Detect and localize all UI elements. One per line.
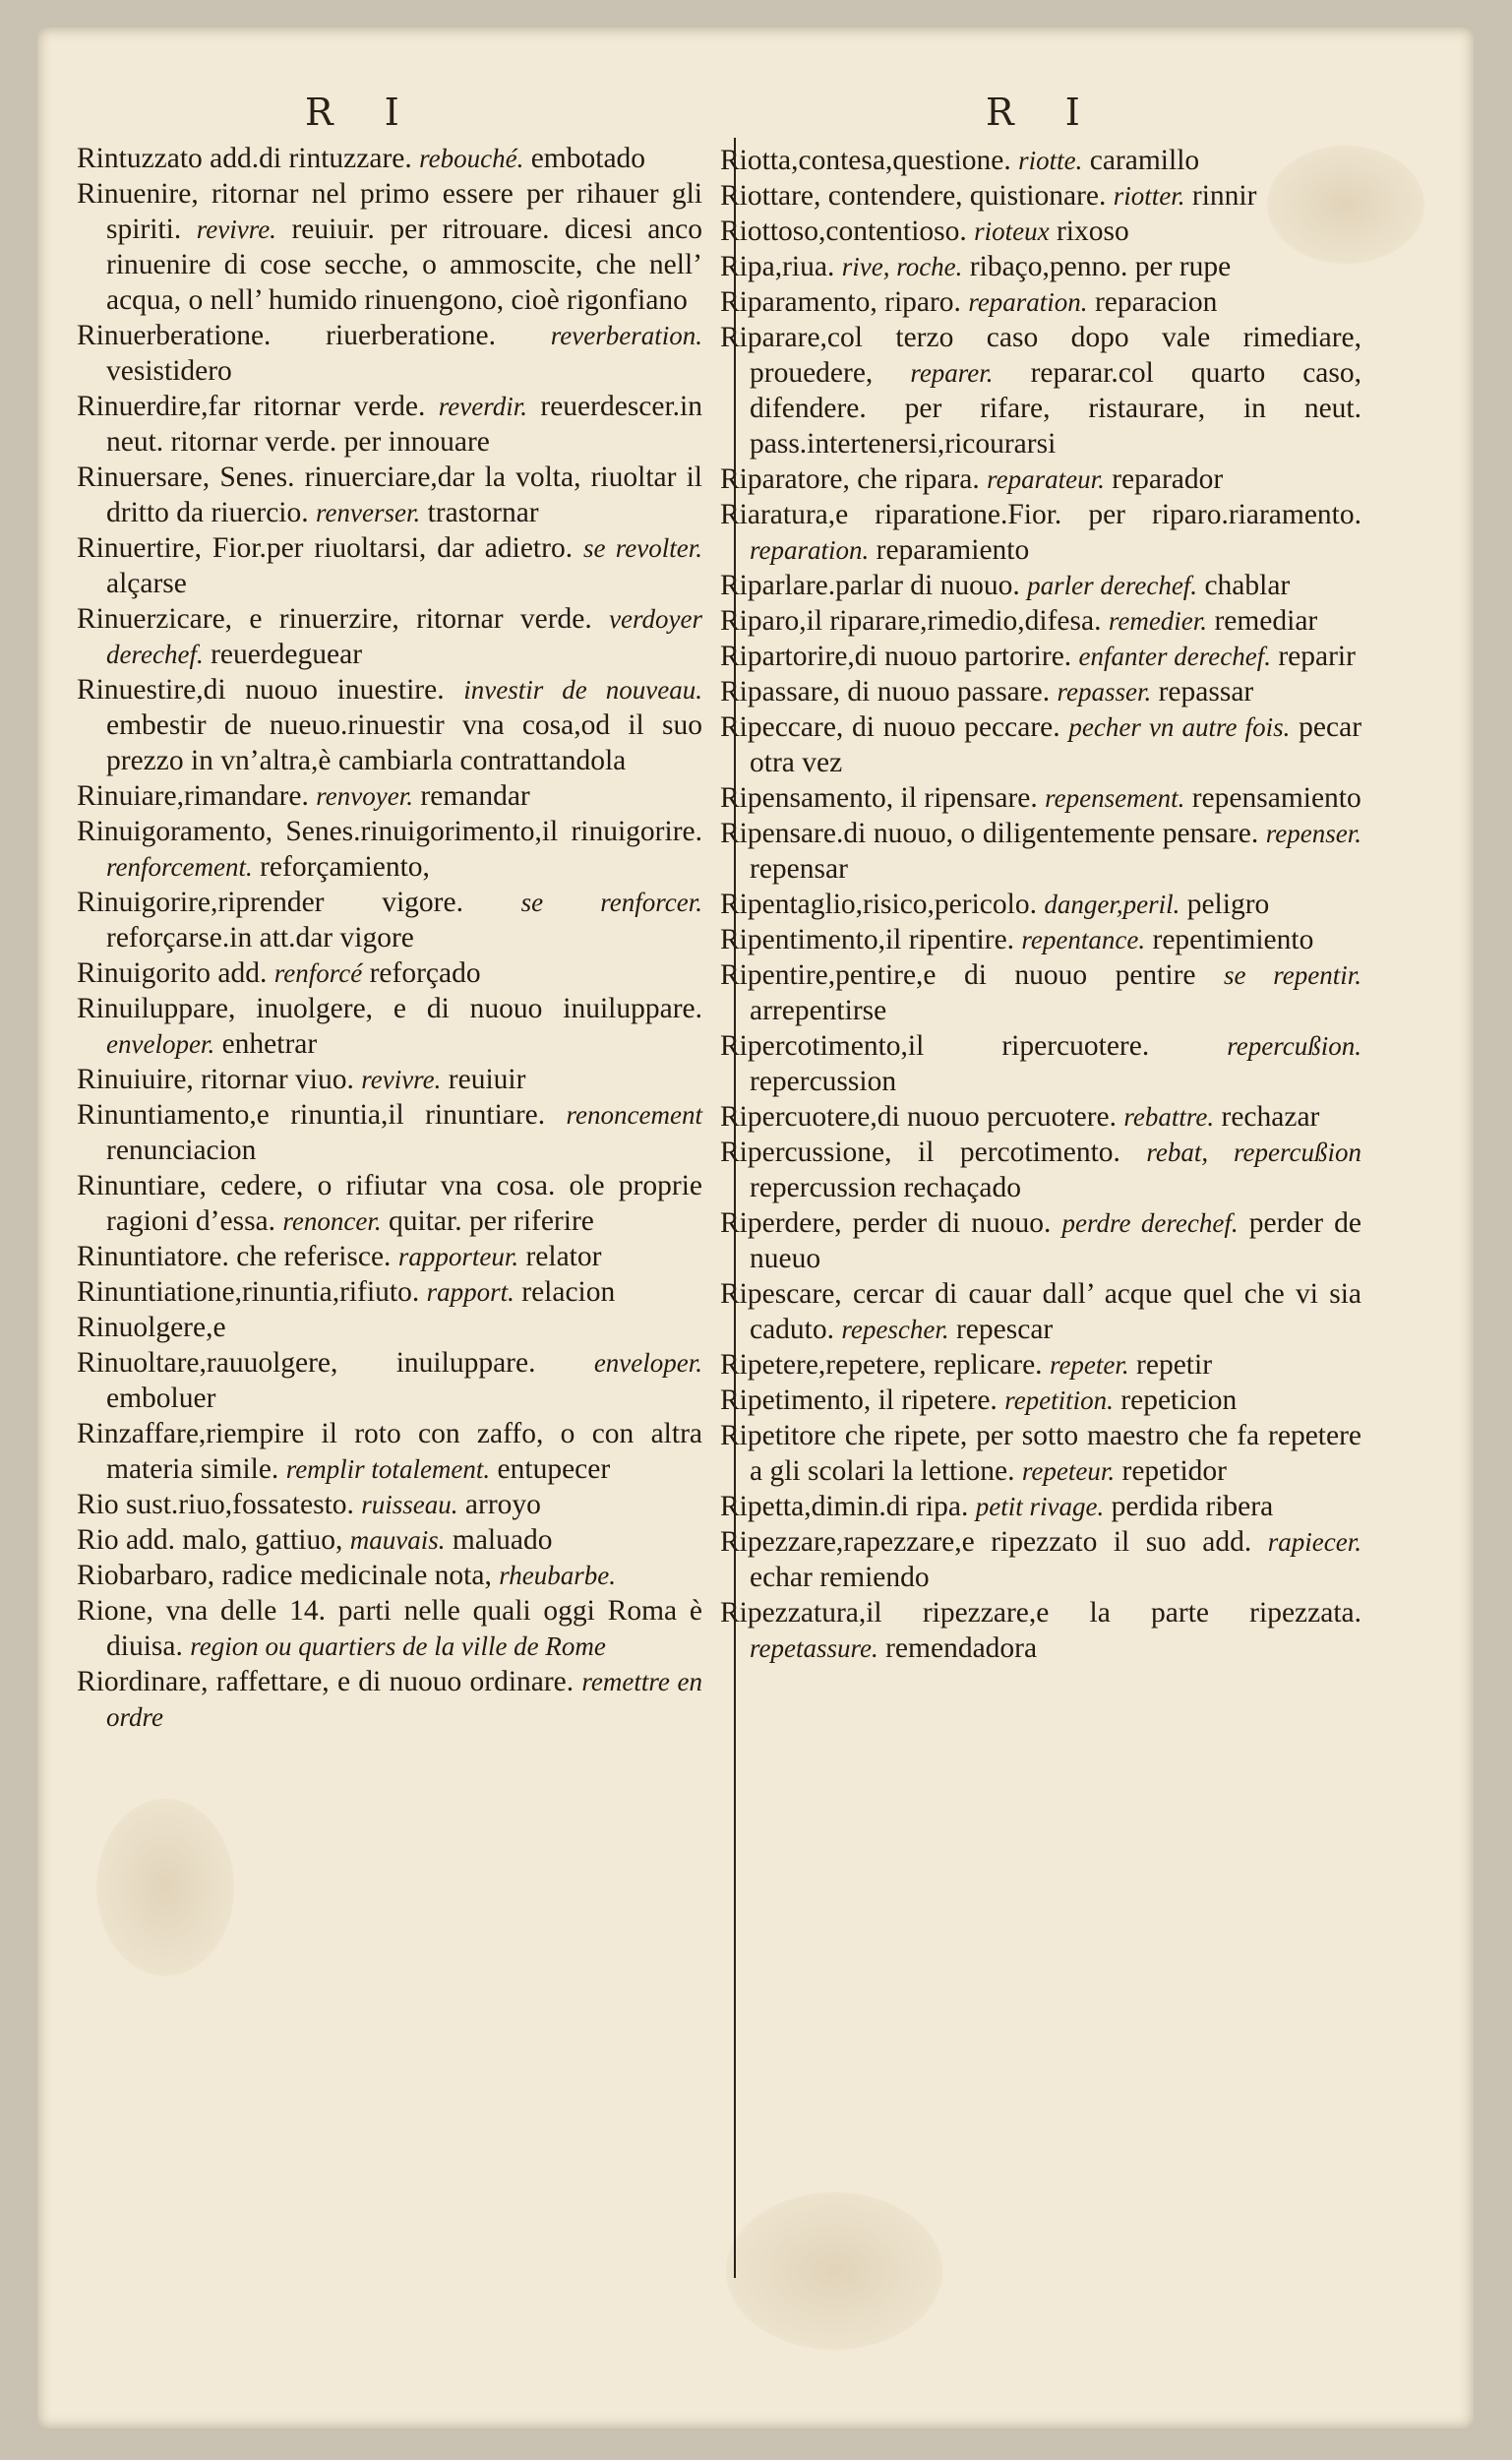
running-head-left: R I [305,91,419,134]
dictionary-entry [720,1347,1361,1383]
french-equivalent: se revolter. [583,533,703,563]
french-equivalent: se repentir. [1223,960,1361,990]
dictionary-entry [720,214,1361,249]
entry-head: Ripezzatura,il ripezzare,e la parte ripezzata. [720,1597,1361,1629]
dictionary-entry [77,176,702,318]
french-equivalent: enfanter derechef. [1078,642,1271,671]
dictionary-entry [77,530,702,601]
spanish-equivalent: repensar [750,853,848,885]
french-equivalent: riotte. [1018,146,1083,175]
french-equivalent: se renforcer. [520,888,702,917]
spanish-equivalent: peligro [1186,889,1270,920]
entry-head: Ripassare, di nuouo passare. [720,676,1051,707]
dictionary-entry [77,601,702,672]
entry-head: Riparlare.parlar di nuouo. [720,570,1020,601]
french-equivalent: rheubarbe. [499,1561,616,1590]
french-equivalent: rebattre. [1123,1102,1215,1132]
spanish-equivalent: chablar [1204,570,1291,601]
dictionary-entry [720,178,1361,214]
entry-head: Riparamento, riparo. [720,286,961,318]
french-equivalent: reparer. [910,358,994,388]
spanish-equivalent: repescar [955,1314,1054,1345]
entry-head: Ripercussione, il percotimento. [720,1137,1120,1168]
french-equivalent: rebat, repercußion [1146,1138,1361,1167]
spanish-equivalent: rechazar [1221,1101,1320,1133]
dictionary-entry [720,639,1361,674]
french-equivalent: reparateur. [987,464,1105,494]
spanish-equivalent: repassar [1158,676,1254,707]
french-equivalent: reverberation. [550,321,702,350]
entry-head: Ripetta,dimin.di ripa. [720,1491,969,1522]
french-equivalent: remedier. [1108,606,1208,636]
spanish-equivalent: emboluer [106,1383,216,1414]
entry-head: Riparare,col terzo caso dopo vale rimediare, prouedere, [720,322,1361,389]
dictionary-entry [77,1274,702,1310]
spanish-equivalent: ribaço,penno. per rupe [969,251,1232,282]
french-equivalent: renoncement [566,1100,702,1130]
dictionary-entry [77,460,702,530]
entry-head: Ripetere,repetere, replicare. [720,1349,1043,1381]
entry-head: Ripezzare,rapezzare,e ripezzato il suo add. [720,1526,1252,1558]
dictionary-entry [77,389,702,460]
spanish-equivalent: reforçamiento, [260,851,430,883]
dictionary-entry [720,143,1361,178]
spanish-equivalent: rixoso [1056,215,1129,247]
entry-head: Ripartorire,di nuouo partorire. [720,641,1072,672]
entry-head: Riparatore, che ripara. [720,463,980,495]
spanish-equivalent: caramillo [1089,145,1200,176]
dictionary-entry [720,320,1361,461]
spanish-equivalent: reparir [1278,641,1356,672]
dictionary-entry [720,568,1361,603]
spanish-equivalent: reforçado [369,957,481,989]
spanish-equivalent: pecar otra vez [750,711,1362,778]
entry-head: Riotta,contesa,questione. [720,145,1011,176]
spanish-equivalent: reparamiento [876,534,1030,566]
dictionary-entry [720,816,1361,887]
french-equivalent: reparation. [750,535,870,565]
dictionary-entry [720,674,1361,709]
french-equivalent: pecher vn autre fois. [1068,712,1291,742]
french-equivalent: repetassure. [750,1633,878,1663]
spanish-equivalent: embotado [530,143,646,174]
dictionary-entry [720,249,1361,284]
dictionary-entry [720,1595,1361,1666]
entry-head: Rinuerdire,far ritornar verde. [77,391,426,422]
stain [726,2192,942,2350]
french-equivalent: repetition. [1004,1385,1114,1415]
dictionary-entry [77,885,702,955]
spanish-equivalent: reuerdescer.in neut. ritornar verde. per innouare [106,391,703,458]
spanish-equivalent: entupecer [497,1453,611,1485]
dictionary-entry [77,1664,702,1735]
dictionary-entry [77,318,702,389]
dictionary-entry [77,1416,702,1487]
dictionary-entry [720,887,1361,922]
french-equivalent: perdre derechef. [1061,1208,1239,1238]
entry-head: Riperdere, perder di nuouo. [720,1207,1052,1239]
french-equivalent: investir de nouveau. [463,675,702,705]
spanish-equivalent: remendadora [885,1632,1038,1664]
french-equivalent: remplir totalement. [285,1454,491,1484]
spanish-equivalent: remediar [1214,605,1318,637]
entry-head: Rinuestire,di nuouo inuestire. [77,674,445,706]
french-equivalent: enveloper. [106,1029,215,1059]
entry-head: Rinuiuire, ritornar viuo. [77,1064,354,1095]
dictionary-entry [720,603,1361,639]
dictionary-entry [720,1276,1361,1347]
entry-head: Riottare, contendere, quistionare. [720,180,1107,212]
dictionary-entry [720,284,1361,320]
entry-head: Rinuigorire,riprender vigore. [77,887,463,918]
dictionary-entry [720,1205,1361,1276]
french-equivalent: verdoyer derechef. [106,604,703,669]
french-equivalent: region ou quartiers de la ville de Rome [190,1631,606,1661]
entry-head: Rinuntiatore. che referisce. [77,1241,392,1272]
french-equivalent: repeteur. [1021,1456,1116,1486]
french-equivalent: parler derechef. [1027,571,1198,600]
french-equivalent: repentance. [1021,925,1146,954]
entry-head: Rinuerzicare, e rinuerzire, ritornar verde. [77,603,592,635]
dictionary-entry [720,1418,1361,1489]
spanish-equivalent: reparar.col quarto caso, difendere. per rifare, ristaurare, in neut. pass.intertenersi,ricourarsi [750,357,1361,460]
spanish-equivalent: perdida ribera [1111,1491,1274,1522]
spanish-equivalent: arrepentirse [750,995,887,1026]
spanish-equivalent: repensamiento [1191,782,1361,814]
entry-head: Rinuertire, Fior.per riuoltarsi, dar adietro. [77,532,574,564]
entry-head: Rio sust.riuo,fossatesto. [77,1489,354,1520]
spanish-equivalent: repeticion [1120,1384,1238,1416]
dictionary-entry [77,1522,702,1558]
dictionary-entry [720,780,1361,816]
entry-head: Rinuntiare, cedere, o rifiutar vna cosa. ole proprie ragioni d’essa. [77,1170,702,1237]
spanish-equivalent: reparacion [1094,286,1218,318]
french-equivalent: remettre en ordre [106,1667,702,1732]
french-equivalent: ruisseau. [361,1490,458,1519]
spanish-equivalent: reparador [1112,463,1224,495]
spanish-equivalent: renunciacion [106,1135,257,1166]
entry-head: Ripensamento, il ripensare. [720,782,1038,814]
dictionary-entry [77,141,702,176]
entry-head: Ripentaglio,risico,pericolo. [720,889,1037,920]
spanish-equivalent: relacion [521,1276,616,1308]
french-equivalent: repeter. [1049,1350,1129,1380]
entry-head: Rinuigoramento, Senes.rinuigorimento,il rinuigorire. [77,816,702,847]
french-equivalent: petit rivage. [975,1492,1105,1521]
dictionary-entry [720,497,1361,568]
dictionary-entry [720,957,1361,1028]
french-equivalent: repenser. [1265,819,1362,848]
entry-head: Riordinare, raffettare, e di nuouo ordinare. [77,1666,575,1697]
dictionary-entry [77,672,702,778]
left-column [77,141,702,1735]
french-equivalent: rebouché. [419,144,524,173]
french-equivalent: danger,peril. [1044,890,1180,919]
french-equivalent: revivre. [196,215,276,244]
dictionary-entry [720,1099,1361,1135]
french-equivalent: renoncer. [282,1206,382,1236]
dictionary-entry [77,1062,702,1097]
dictionary-entry [77,1310,702,1345]
dictionary-entry [77,991,702,1062]
dictionary-entry [77,814,702,885]
french-equivalent: repasser. [1057,677,1152,707]
entry-head: Rinuolgere,e [77,1312,226,1343]
right-column [720,143,1361,1666]
spanish-equivalent: reuerdeguear [211,639,363,670]
french-equivalent: rioteux [974,216,1050,246]
french-equivalent: repercußion. [1227,1031,1362,1061]
french-equivalent: renvoyer. [316,781,413,811]
entry-head: Rinuigorito add. [77,957,268,989]
dictionary-entry [720,1135,1361,1205]
dictionary-entry [77,1593,702,1664]
entry-head: Ripercotimento,il ripercuotere. [720,1030,1150,1062]
spanish-equivalent: remandar [420,780,530,812]
spanish-equivalent: perder de nueuo [750,1207,1362,1274]
french-equivalent: riotter. [1113,181,1185,211]
entry-head: Ripercuotere,di nuouo percuotere. [720,1101,1118,1133]
dictionary-entry [720,1028,1361,1099]
entry-head: Rinuiare,rimandare. [77,780,309,812]
french-equivalent: rapiecer. [1267,1527,1361,1557]
dictionary-entry [77,778,702,814]
spanish-equivalent: echar remiendo [750,1562,930,1593]
stain [96,1799,234,1976]
dictionary-entry [77,955,702,991]
entry-head: Rinzaffare,riempire il roto con zaffo, o con altra materia simile. [77,1418,702,1485]
french-equivalent: renforcement. [106,852,253,882]
dictionary-entry [77,1239,702,1274]
french-equivalent: enveloper. [593,1348,703,1378]
entry-head: Ripescare, cercar di cauar dall’ acque quel che vi sia caduto. [720,1278,1361,1345]
entry-head: Rinuerberatione. riuerberatione. [77,320,496,351]
entry-head: Rio add. malo, gattiuo, [77,1524,343,1556]
dictionary-entry [77,1558,702,1593]
dictionary-entry [77,1097,702,1168]
entry-head: Ripetimento, il ripetere. [720,1384,998,1416]
french-equivalent: repescher. [841,1315,949,1344]
entry-head: Ripentimento,il ripentire. [720,924,1015,955]
spanish-equivalent: rinnir [1191,180,1257,212]
entry-head: Riobarbaro, radice medicinale nota, [77,1560,492,1591]
entry-head: Riparo,il riparare,rimedio,difesa. [720,605,1102,637]
spanish-equivalent: repercussion rechaçado [750,1172,1022,1203]
french-equivalent: reparation. [968,287,1088,317]
dictionary-entry [77,1487,702,1522]
spanish-equivalent: repentimiento [1152,924,1314,955]
entry-head: Rintuzzato add.di rintuzzare. [77,143,412,174]
spanish-equivalent: trastornar [427,497,539,528]
french-equivalent: revivre. [361,1065,442,1094]
spanish-equivalent: vesistidero [106,355,232,387]
spanish-equivalent: repetidor [1121,1455,1227,1487]
entry-head: Rinuenire, ritornar nel primo essere per rihauer gli spiriti. [77,178,702,245]
spanish-equivalent: reuiuir [448,1064,526,1095]
spanish-equivalent: reforçarse.in att.dar vigore [106,922,414,953]
entry-head: Ripentire,pentire,e di nuouo pentire [720,959,1196,991]
spanish-equivalent: relator [525,1241,602,1272]
spanish-equivalent: quitar. per riferire [389,1205,594,1237]
entry-head: Rinuoltare,rauuolgere, inuiluppare. [77,1347,536,1379]
spanish-equivalent: repetir [1136,1349,1213,1381]
entry-head: Ripa,riua. [720,251,835,282]
french-equivalent: reverdir. [438,392,527,421]
dictionary-entry [720,1383,1361,1418]
dictionary-entry [720,461,1361,497]
french-equivalent: renverser. [315,498,421,527]
spanish-equivalent: alçarse [106,568,187,599]
entry-head: Riaratura,e riparatione.Fior. per riparo.riaramento. [720,499,1361,530]
entry-head: Rinuersare, Senes. rinuerciare,dar la volta, riuoltar il dritto da riuercio. [77,461,702,528]
french-equivalent: rapporteur. [397,1242,519,1271]
dictionary-entry [77,1345,702,1416]
dictionary-entry [720,709,1361,780]
entry-head: Rinuntiamento,e rinuntia,il rinuntiare. [77,1099,546,1131]
entry-head: Ripeccare, di nuouo peccare. [720,711,1060,743]
spanish-equivalent: reuiuir. per ritrouare. dicesi anco rinuenire di cose secche, o ammoscite, che nell’ acqua, o nell’ humido rinuengono, cioè rigonfiano [106,214,702,316]
dictionary-entry [720,1489,1361,1524]
french-equivalent: rive, roche. [841,252,963,281]
entry-head: Riottoso,contentioso. [720,215,967,247]
french-equivalent: repensement. [1045,783,1185,813]
spanish-equivalent: enhetrar [221,1028,318,1060]
french-equivalent: rapport. [426,1277,514,1307]
entry-head: Ripetitore che ripete, per sotto maestro che fa repetere a gli scolari la lettione. [720,1420,1361,1487]
french-equivalent: mauvais. [349,1525,446,1555]
spanish-equivalent: embestir de nueuo.rinuestir vna cosa,od il suo prezzo in vn’altra,è cambiarla contrattandola [106,709,702,776]
entry-head: Rione, vna delle 14. parti nelle quali oggi Roma è diuisa. [77,1595,702,1662]
entry-head: Rinuntiatione,rinuntia,rifiuto. [77,1276,420,1308]
french-equivalent: renforcé [273,958,363,988]
entry-head: Rinuiluppare, inuolgere, e di nuouo inuiluppare. [77,993,702,1024]
spanish-equivalent: repercussion [750,1066,897,1097]
spanish-equivalent: maluado [452,1524,553,1556]
dictionary-entry [720,922,1361,957]
dictionary-entry [77,1168,702,1239]
dictionary-entry [720,1524,1361,1595]
entry-head: Ripensare.di nuouo, o diligentemente pensare. [720,818,1259,849]
spanish-equivalent: arroyo [464,1489,541,1520]
running-head-right: R I [986,91,1100,134]
